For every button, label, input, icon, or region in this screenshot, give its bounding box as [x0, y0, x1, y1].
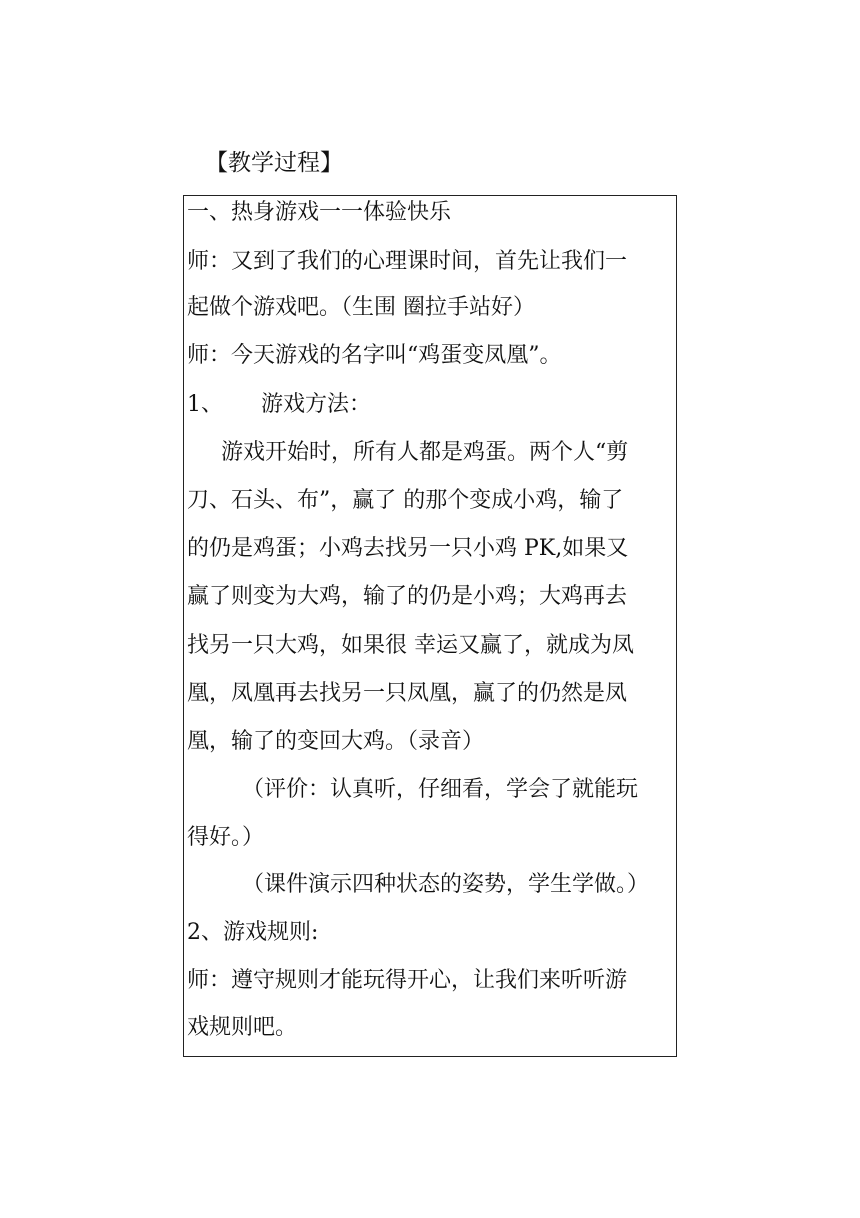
- content-line: 起做个游戏吧。（生围 圈拉手站好）: [187, 295, 535, 320]
- content-line: 游戏开始时，所有人都是鸡蛋。两个人“剪: [221, 440, 629, 465]
- content-line: （课件演示四种状态的姿势，学生学做。）: [242, 872, 650, 897]
- content-line: 凰，凤凰再去找另一只凤凰，赢了的仍然是凤: [187, 681, 628, 706]
- content-line: 2、游戏规则:: [187, 920, 319, 945]
- section-heading: 【教学过程】: [205, 150, 343, 176]
- content-line: 师：又到了我们的心理课时间，首先让我们一: [187, 249, 628, 274]
- content-line: 师：今天游戏的名字叫“鸡蛋变凤凰”。: [187, 343, 562, 368]
- content-line: 一、热身游戏一一体验快乐: [187, 200, 452, 225]
- content-line: 凰，输了的变回大鸡。（录音）: [187, 729, 485, 754]
- content-line: 找另一只大鸡，如果很 幸运又赢了，就成为凤: [187, 633, 634, 658]
- content-line: 师：遵守规则才能玩得开心，让我们来听听游: [187, 968, 628, 993]
- content-line: 得好。）: [187, 825, 265, 850]
- content-line: 刀、石头、布”，赢了 的那个变成小鸡，输了: [187, 488, 624, 513]
- content-line: 的仍是鸡蛋；小鸡去找另一只小鸡 PK,如果又: [187, 536, 629, 561]
- content-line: 戏规则吧。: [187, 1015, 298, 1040]
- lesson-content-box: [183, 195, 677, 1057]
- item-number: 1、: [187, 392, 223, 417]
- content-line: 赢了则变为大鸡，输了的仍是小鸡；大鸡再去: [187, 584, 628, 609]
- item-text: 游戏方法：: [261, 392, 372, 417]
- numbered-item: [187, 390, 371, 420]
- content-line: （评价：认真听，仔细看，学会了就能玩: [242, 777, 639, 802]
